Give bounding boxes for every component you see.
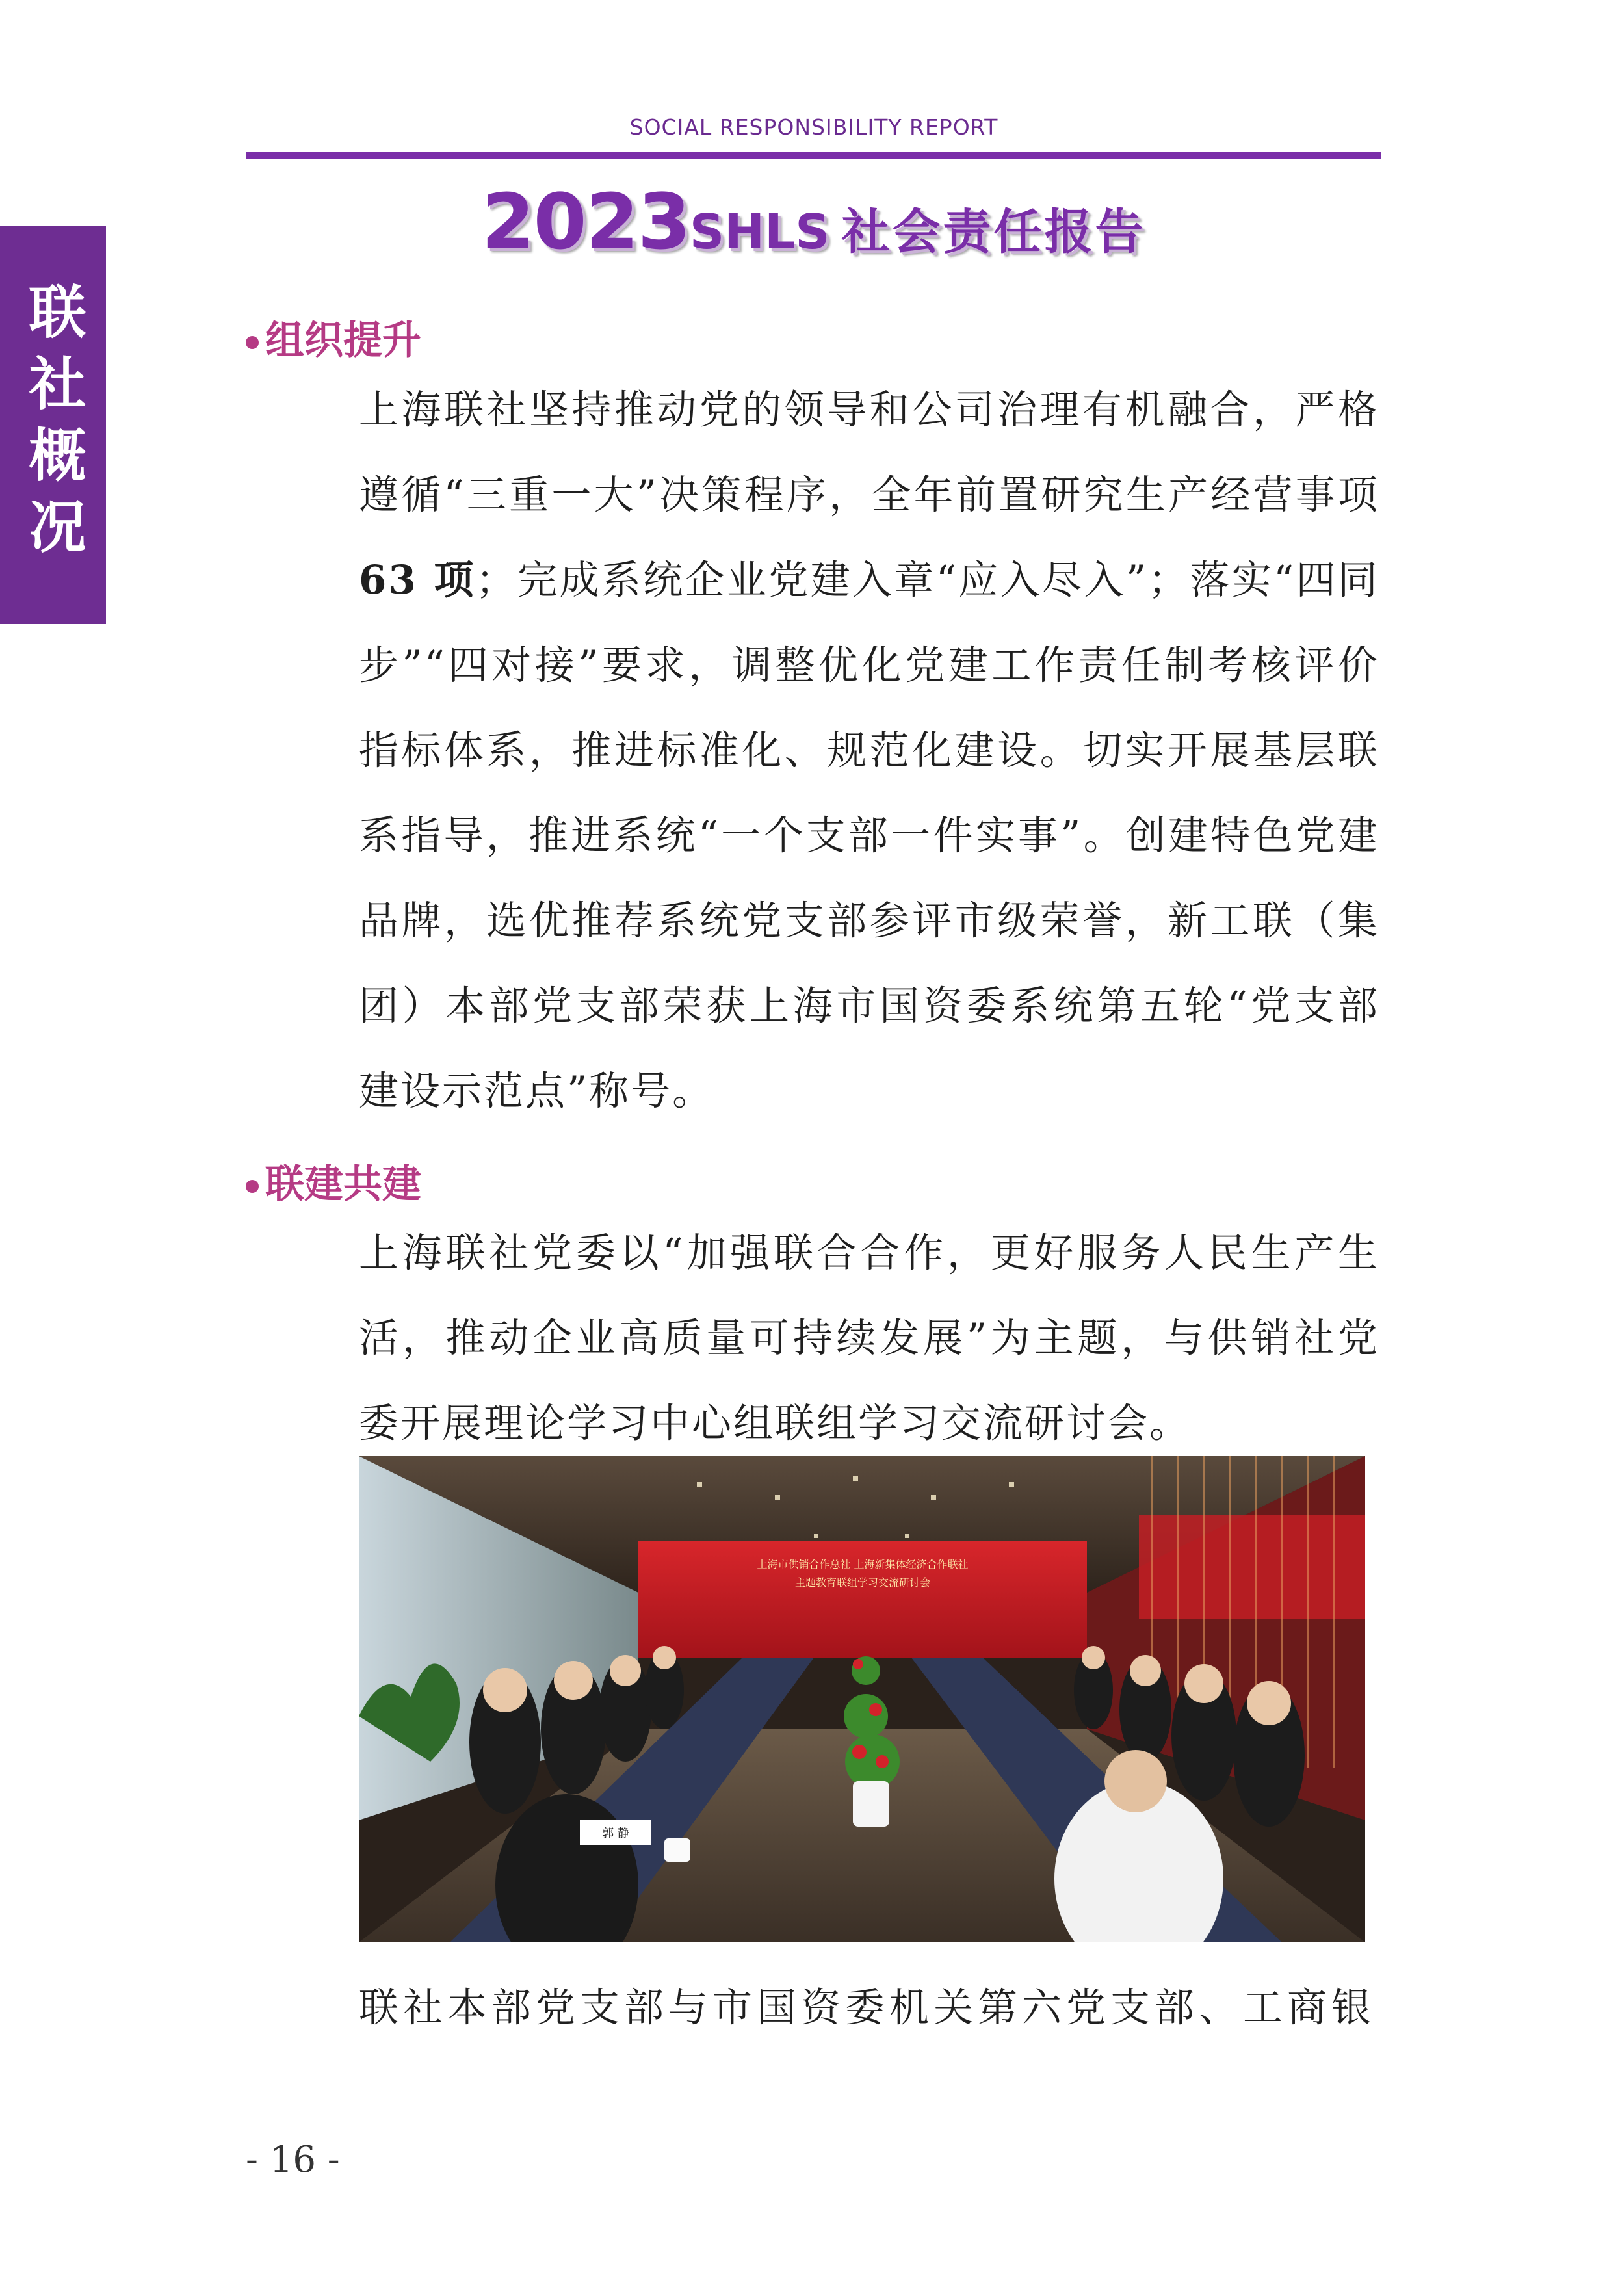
title-year: 2023 [481, 177, 690, 267]
photo-name-card: 郭 静 [602, 1827, 629, 1840]
section-heading-organization [246, 309, 421, 365]
paragraph-text: 上海联社党委以“加强联合合作，更好服务人民生产生活，推动企业高质量可持续发展”为主题，与供销社党委开展理论学习中心组联组学习交流研讨会。 [359, 1230, 1379, 1446]
section-heading-text: 组织提升 [265, 318, 421, 363]
screen-banner-line1: 上海市供销合作总社 上海新集体经济合作联社 [757, 1558, 969, 1571]
chapter-side-tab [0, 226, 106, 624]
photo-caption: 联社本部党支部与市国资委机关第六党支部、工商银 [359, 1985, 1376, 2031]
section-heading-joint-building [246, 1153, 421, 1209]
title-cn: 社会责任报告 [841, 204, 1146, 260]
meeting-photo [359, 1456, 1365, 1942]
title-org: SHLS [689, 204, 830, 260]
highlight-count: 63 项 [359, 557, 476, 603]
screen-banner-line2: 主题教育联组学习交流研讨会 [794, 1576, 931, 1589]
header-divider [246, 152, 1381, 159]
chapter-label: 联社概况 [20, 281, 87, 568]
report-subtitle: SOCIAL RESPONSIBILITY REPORT [629, 114, 998, 140]
page-number: - 16 - [246, 2139, 340, 2181]
report-title [246, 177, 1381, 267]
bullet-dot-icon [246, 336, 259, 349]
section-paragraph-organization [359, 367, 1379, 1134]
paragraph-text: ；完成系统企业党建入章“应入尽入”；落实“四同步”“四对接”要求，调整优化党建工作责任制考核评价指标体系，推进标准化、规范化建设。切实开展基层联系指导，推进系统“一个支部一件实事”。创建特色党建品牌，选优推荐系统党支部参评市级荣誉，新工联（集团）本部党支部荣获上海市国资委系统第五轮“党支部建设示范点”称号。 [359, 557, 1380, 1114]
section-paragraph-joint-building [359, 1210, 1379, 1466]
bullet-dot-icon [246, 1180, 259, 1193]
section-heading-text: 联建共建 [265, 1162, 421, 1207]
paragraph-text: 上海联社坚持推动党的领导和公司治理有机融合，严格遵循“三重一大”决策程序，全年前置研究生产经营事项 [359, 387, 1379, 518]
